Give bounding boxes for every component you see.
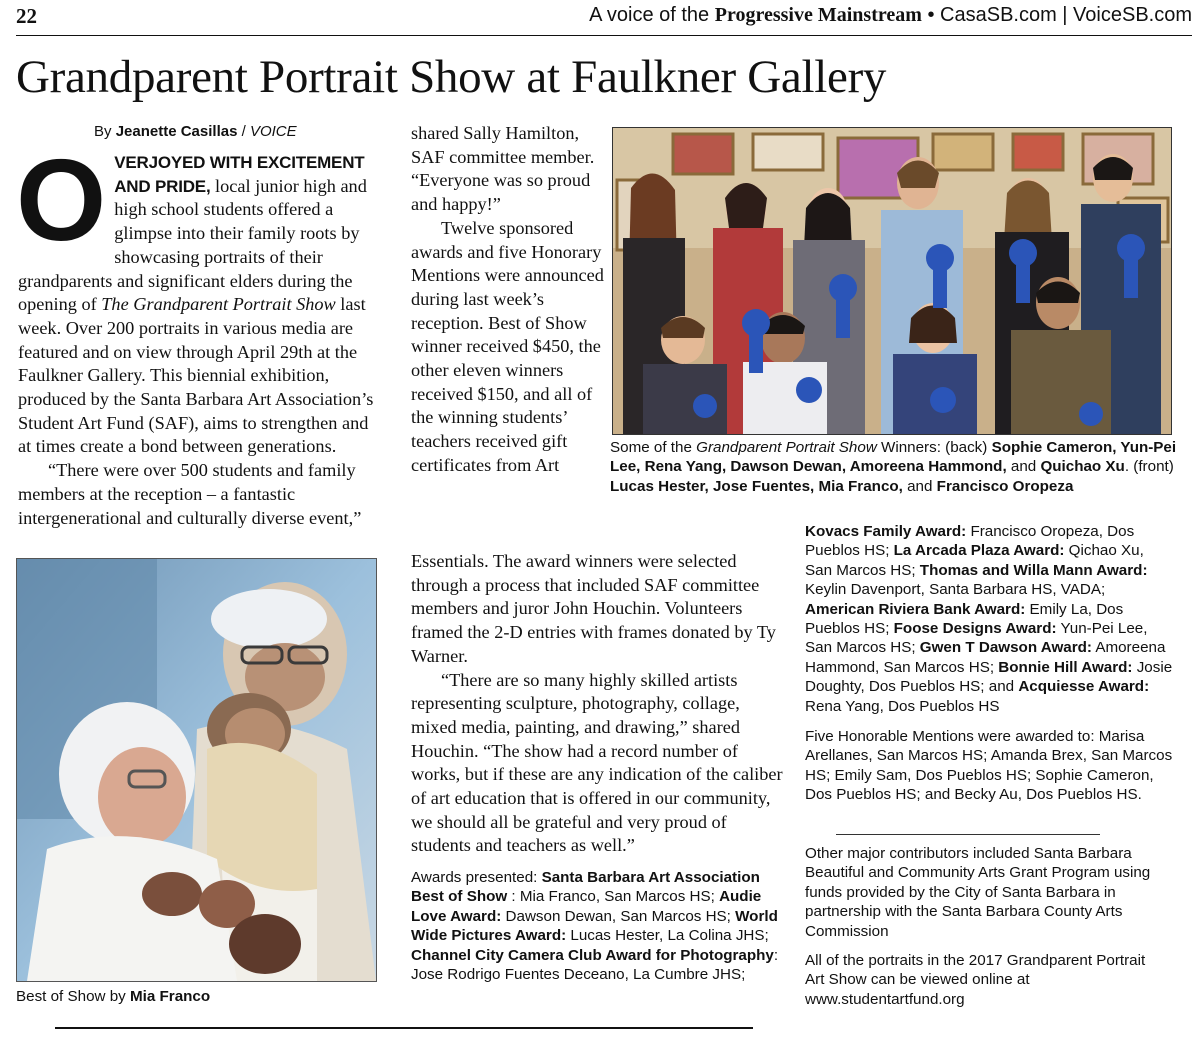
group-photo-illustration	[613, 128, 1171, 434]
caption-back-last: Quichao Xu	[1040, 458, 1125, 476]
masthead	[16, 4, 1192, 34]
award-name: Acquiesse Award:	[1018, 678, 1150, 696]
lead-in: VERJOYED WITH EXCITEMENT AND PRIDE,	[114, 153, 365, 196]
byline	[94, 123, 297, 140]
award-name: Santa Barbara Art Association Best of Show	[411, 869, 760, 906]
caption-prefix: Some of the	[610, 439, 697, 456]
award-winner: Francisco Oropeza, Dos Pueblos HS;	[805, 523, 1135, 560]
caption-front-label: . (front)	[1124, 458, 1174, 476]
contributors-note: Other major contributors included Santa Barbara Beautiful and Community Arts Grant Program using funds provided by the City of Santa Barbara in partnership with the Santa Barbara County Arts Commission	[805, 845, 1151, 940]
painting-caption-prefix: Best of Show by	[16, 988, 130, 1005]
drop-cap: O	[16, 135, 107, 265]
caption-and: and	[902, 477, 937, 495]
byline-author: Jeanette Casillas	[115, 123, 238, 140]
award-name: Bonnie Hill Award:	[998, 658, 1133, 676]
article-column-2-wide	[411, 550, 783, 858]
best-of-show-painting	[16, 558, 377, 982]
award-name: La Arcada Plaza Award:	[893, 542, 1065, 560]
caption-mid: Winners: (back)	[876, 439, 992, 456]
caption-back-names: Sophie Cameron, Yun-Pei Lee, Rena Yang, Dawson Dewan, Amoreena Hammond,	[610, 439, 1177, 476]
caption-front-last: Francisco Oropeza	[936, 477, 1074, 495]
article-column-2	[411, 122, 607, 478]
paragraph-1	[16, 135, 380, 459]
award-name: Gwen T Dawson Award:	[919, 639, 1092, 657]
paragraph-1-text-b: last week. Over 200 portraits in various media are featured and on view through April 29th at the Faulkner Gallery. This biennial exhibition, produced by the Santa Barbara Art Association’s Student Art Fund (SAF), aims to strengthen and at times create a bond between generations.	[18, 294, 374, 457]
tagline-bold: Progressive Mainstream	[714, 4, 922, 26]
caption-show-title: Grandparent Portrait Show	[696, 439, 877, 456]
award-winner: Yun-Pei Lee, San Marcos HS;	[805, 620, 1148, 657]
paragraph-1-text-a: local junior high and high school students offered a glimpse into their family roots by showcasing portraits of their grandparents and significant elders during the opening of	[18, 175, 367, 315]
painting-caption-artist: Mia Franco	[129, 988, 211, 1005]
tagline-sites: • CasaSB.com | VoiceSB.com	[921, 4, 1192, 26]
show-title: The Grandparent Portrait Show	[101, 294, 336, 315]
paragraph-2: “There were over 500 students and family members at the reception – a fantastic intergenerational and culturally diverse event,”	[18, 460, 362, 528]
award-name: World Wide Pictures Award:	[411, 907, 778, 945]
award-winner: Dawson Dewan, San Marcos HS;	[501, 907, 736, 925]
award-winner: Qichao Xu, San Marcos HS;	[805, 542, 1144, 579]
byline-separator: /	[237, 123, 250, 140]
award-name: Foose Designs Award:	[893, 620, 1057, 638]
article-column-1	[16, 135, 380, 530]
award-winner: Rena Yang, Dos Pueblos HS	[805, 697, 1000, 715]
byline-outlet: VOICE	[249, 123, 297, 140]
award-winner: Amoreena Hammond, San Marcos HS;	[805, 639, 1166, 676]
photo-caption	[610, 438, 1182, 496]
award-winner: Josie Doughty, Dos Pueblos HS; and	[805, 658, 1173, 696]
paragraph-3-b: Essentials. The award winners were selected through a process that included SAF committee members and juror John Houchin. Volunteers framed the 2-D entries with frames donated by Ty Warner.	[411, 551, 776, 666]
byline-prefix: By	[94, 123, 116, 140]
painting-caption	[16, 988, 210, 1005]
awards-intro: Awards presented:	[411, 869, 542, 886]
award-name: Channel City Camera Club Award for Photography	[411, 946, 774, 964]
section-divider	[836, 834, 1100, 835]
award-name: American Riviera Bank Award:	[805, 600, 1026, 618]
award-name: Audie Love Award:	[411, 888, 762, 925]
paragraph-4: “There are so many highly skilled artists representing sculpture, photography, collage, mixed media, painting, and drawing,” shared Houchin. “The show had a record number of works, but if these are any indication of the caliber of art education that is offered in our community, we should all be grateful and very proud of students and teachers as well.”	[411, 669, 783, 856]
headline: Grandparent Portrait Show at Faulkner Gallery	[16, 51, 887, 103]
paragraph-2-continued: shared Sally Hamilton, SAF committee member. “Everyone was so proud and happy!”	[411, 123, 595, 215]
masthead-rule	[16, 35, 1192, 36]
award-winner: : Mia Franco, San Marcos HS;	[507, 888, 720, 906]
winners-group-photo	[612, 127, 1172, 435]
award-winner: : Jose Rodrigo Fuentes Deceano, La Cumbre JHS;	[411, 946, 779, 984]
caption-and: and	[1006, 458, 1041, 476]
honorable-mentions: Five Honorable Mentions were awarded to: Marisa Arellanes, San Marcos HS; Amanda Brex, San Marcos HS; Emily Sam, Dos Pueblos HS; Sophie Cameron, Dos Pueblos HS; and Becky Au, Dos Pueblos HS.	[805, 728, 1173, 804]
award-winner: Emily La, Dos Pueblos HS;	[805, 600, 1124, 638]
award-winner: Keylin Davenport, Santa Barbara HS, VADA;	[805, 581, 1106, 599]
masthead-tagline	[589, 4, 1192, 27]
award-name: Kovacs Family Award:	[805, 523, 967, 540]
award-winner: Lucas Hester, La Colina JHS;	[566, 927, 769, 945]
bottom-rule	[55, 1027, 753, 1029]
awards-list-part-2	[805, 522, 1175, 716]
paragraph-3-a: Twelve sponsored awards and five Honorary Mentions were announced during last week’s reception. Best of Show winner received $450, the other eleven winners received $150, and all of the winning students’ teachers received gift certificates from Art	[411, 217, 604, 475]
award-name: Thomas and Willa Mann Award:	[919, 561, 1148, 579]
caption-front-names: Lucas Hester, Jose Fuentes, Mia Franco,	[610, 477, 903, 495]
tagline-prefix: A voice of the	[589, 4, 715, 26]
online-note: All of the portraits in the 2017 Grandparent Portrait Art Show can be viewed online at www.studentartfund.org	[805, 952, 1146, 1008]
page-number: 22	[16, 4, 37, 28]
awards-list-part-1	[411, 868, 783, 984]
painting-illustration	[17, 559, 376, 981]
